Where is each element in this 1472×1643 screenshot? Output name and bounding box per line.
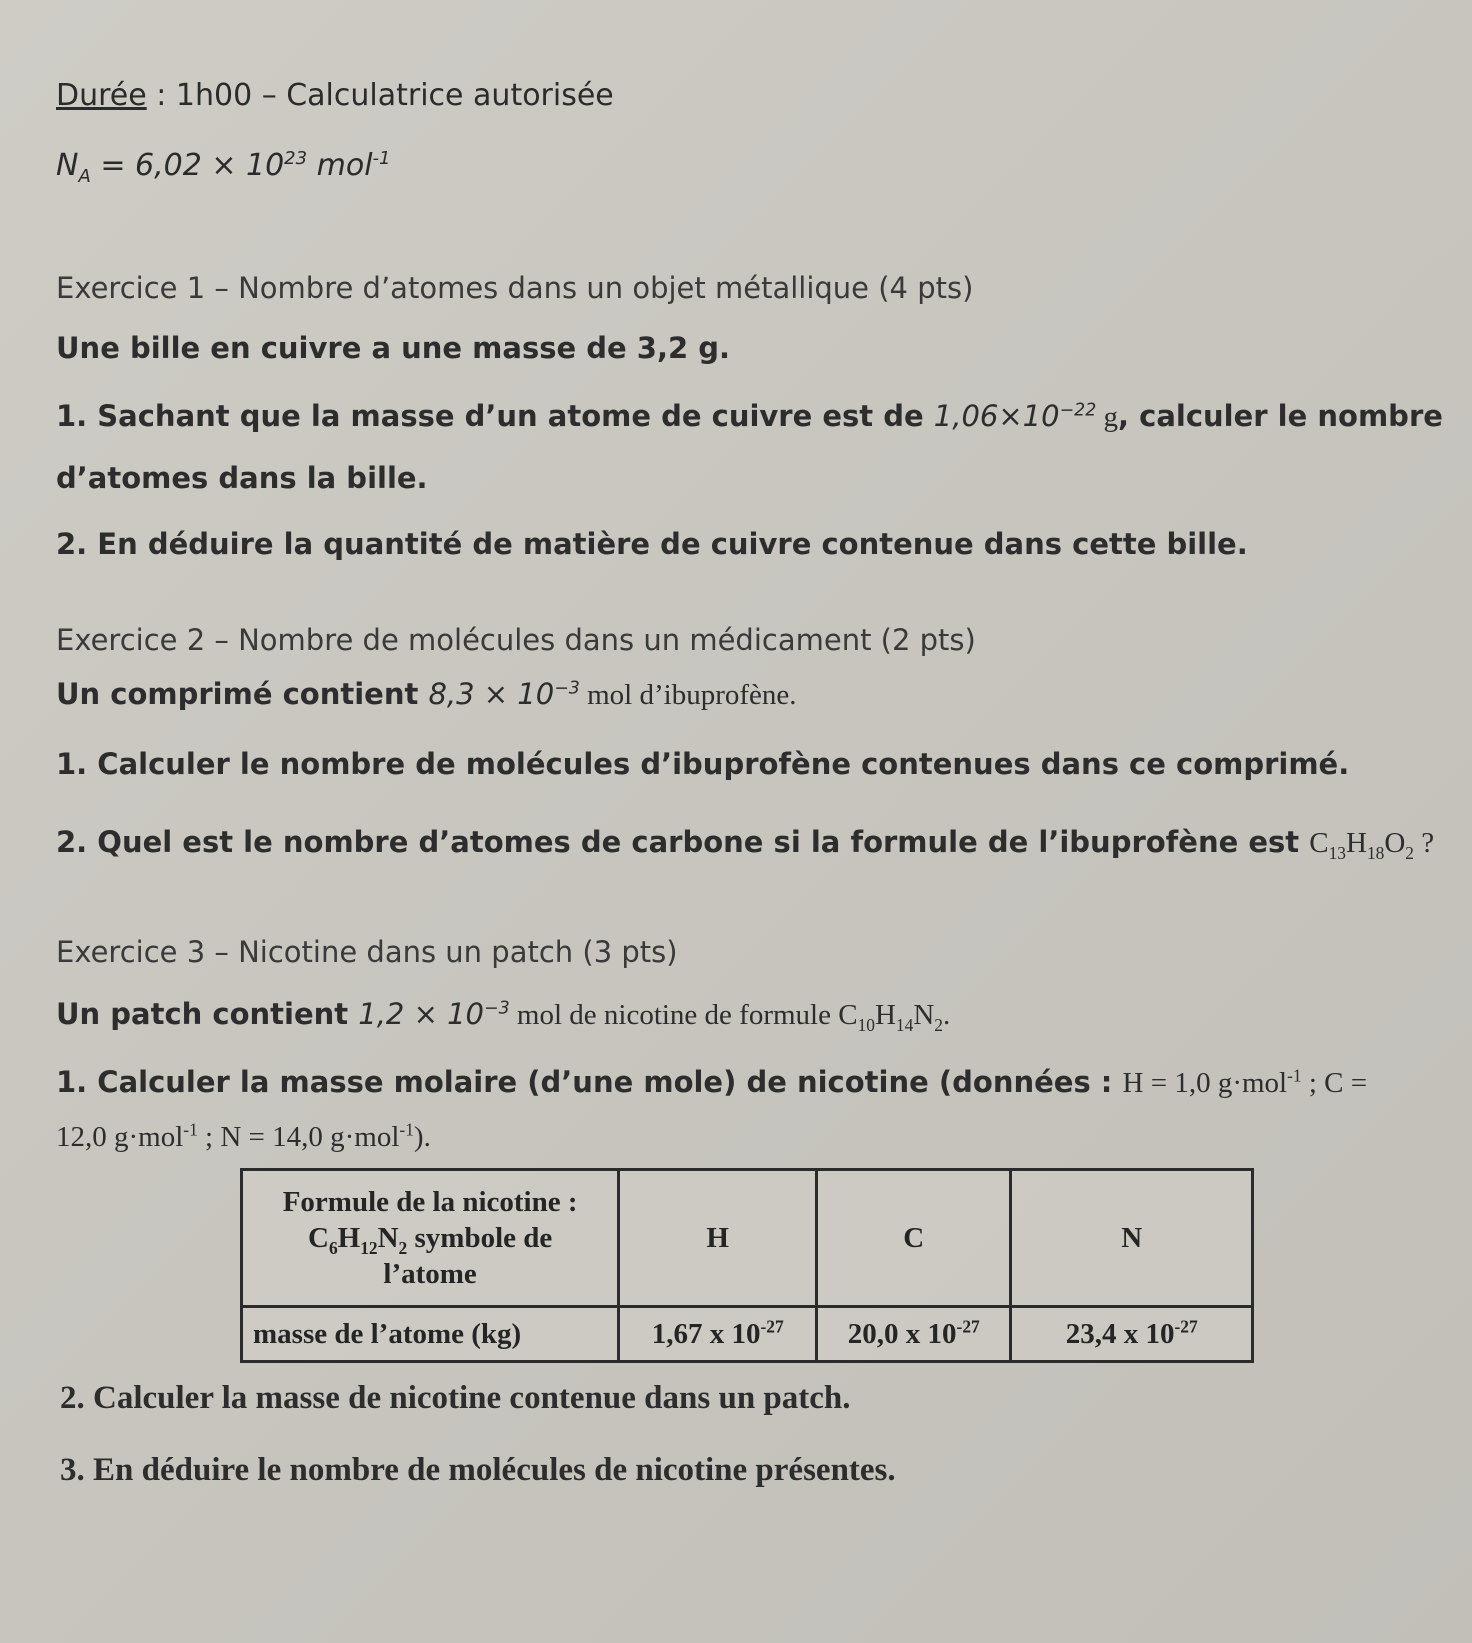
ex1-q1-mantissa: 1,06×10 <box>933 399 1060 433</box>
table-header-label: Formule de la nicotine : $C_6H_{12}N_2$ symbole de l’atome <box>242 1170 619 1307</box>
ex3-intro-mantissa: 1,2 × 10 <box>358 997 485 1031</box>
ex2-q2-part2: ? <box>1414 827 1435 859</box>
ex2-intro-part2: mol d’ibuprofène. <box>579 679 797 711</box>
table-val-h: 1,67 x $10^{-27}$ <box>619 1307 817 1362</box>
exercise1-q1-line1 <box>56 398 1443 435</box>
avogadro-constant <box>56 148 391 187</box>
exercise2-intro <box>56 676 797 713</box>
table-col-c: C <box>817 1170 1011 1307</box>
na-exp: 23 <box>284 148 308 169</box>
table-val-c: 20,0 x $10^{-27}$ <box>817 1307 1011 1362</box>
ex3-q1-n: ; N = 14,0 g·mol <box>197 1121 400 1153</box>
ex2-q2-part1: 2. Quel est le nombre d’atomes de carbone si la formule de l’ibuprofène est <box>56 825 1310 859</box>
ex3-q1-c-exp: -1 <box>183 1119 198 1140</box>
ex3-q1-c: 12,0 g·mol <box>56 1121 184 1153</box>
ex3-q1-n-exp: -1 <box>399 1119 414 1140</box>
ex3-intro-part1: Un patch contient <box>56 997 359 1031</box>
ex3-q1-sep: ; C = <box>1301 1067 1368 1099</box>
ex3-q1-part1: 1. Calculer la masse molaire (d’une mole) de nicotine (données : <box>56 1065 1123 1099</box>
na-unit-exp: -1 <box>372 148 391 169</box>
atom-mass-table <box>240 1168 1254 1363</box>
na-unit: mol <box>307 148 373 183</box>
exercise3-q3: 3. En déduire le nombre de molécules de nicotine présentes. <box>60 1452 896 1488</box>
exercise3-intro: Un patch contient $1,2 \times 10^{-3}$ mol de nicotine de formule $C_{10}H_{14}N_2$. <box>56 997 951 1035</box>
ex3-q1-h: H = 1,0 g·mol <box>1122 1067 1288 1099</box>
exercise1-title: Exercice 1 – Nombre d’atomes dans un objet métallique (4 pts) <box>56 271 974 305</box>
na-sub: A <box>78 166 91 187</box>
ex1-q1-part2: , calculer le nombre <box>1118 399 1443 433</box>
ex3-intro-exp: −3 <box>484 998 510 1019</box>
exercise2-q1: 1. Calculer le nombre de molécules d’ibuprofène contenues dans ce comprimé. <box>56 747 1350 781</box>
table-row <box>242 1307 1253 1362</box>
ex3-q1-h-exp: -1 <box>1287 1065 1302 1086</box>
ex2-intro-mantissa: 8,3 × 10 <box>428 677 555 711</box>
exercise3-q1-line2 <box>56 1118 431 1155</box>
ex3-q1-end: ). <box>413 1121 431 1153</box>
ex1-q1-exp: −22 <box>1059 400 1097 421</box>
na-symbol: N <box>56 148 79 183</box>
exercise1-q2: 2. En déduire la quantité de matière de cuivre contenue dans cette bille. <box>56 527 1248 561</box>
ex2-intro-part1: Un comprimé contient <box>56 677 429 711</box>
table-header-row <box>242 1170 1253 1307</box>
header-duration <box>56 78 614 114</box>
ex2-intro-exp: −3 <box>554 678 580 699</box>
exercise1-q1-line2: d’atomes dans la bille. <box>56 461 428 495</box>
exercise3-title: Exercice 3 – Nicotine dans un patch (3 pts) <box>56 935 678 969</box>
duration-label: Durée <box>56 78 147 113</box>
exercise3-q2: 2. Calculer la masse de nicotine contenue dans un patch. <box>60 1380 851 1416</box>
na-value: = 6,02 × 10 <box>90 148 285 183</box>
ex3-intro-part2: mol de nicotine de formule <box>509 999 839 1031</box>
table-val-n: 23,4 x $10^{-27}$ <box>1011 1307 1253 1362</box>
ex1-q1-part1: 1. Sachant que la masse d’un atome de cuivre est de <box>56 399 934 433</box>
exercise2-title: Exercice 2 – Nombre de molécules dans un médicament (2 pts) <box>56 623 976 657</box>
exercise2-q2 <box>56 824 1434 861</box>
exercise3-q1-line1 <box>56 1064 1367 1101</box>
table-col-h: H <box>619 1170 817 1307</box>
exercise1-intro: Une bille en cuivre a une masse de 3,2 g. <box>56 331 731 365</box>
table-row-label: masse de l’atome (kg) <box>242 1307 619 1362</box>
nicotine-formula: $C_{10}H_{14}N_2$ <box>838 999 943 1035</box>
ibuprofen-formula: $C_{13}H_{18}O_2$ <box>1309 827 1414 863</box>
ex1-q1-unit: g <box>1096 401 1119 433</box>
table-col-n: N <box>1011 1170 1253 1307</box>
duration-rest: : 1h00 – Calculatrice autorisée <box>146 78 614 113</box>
